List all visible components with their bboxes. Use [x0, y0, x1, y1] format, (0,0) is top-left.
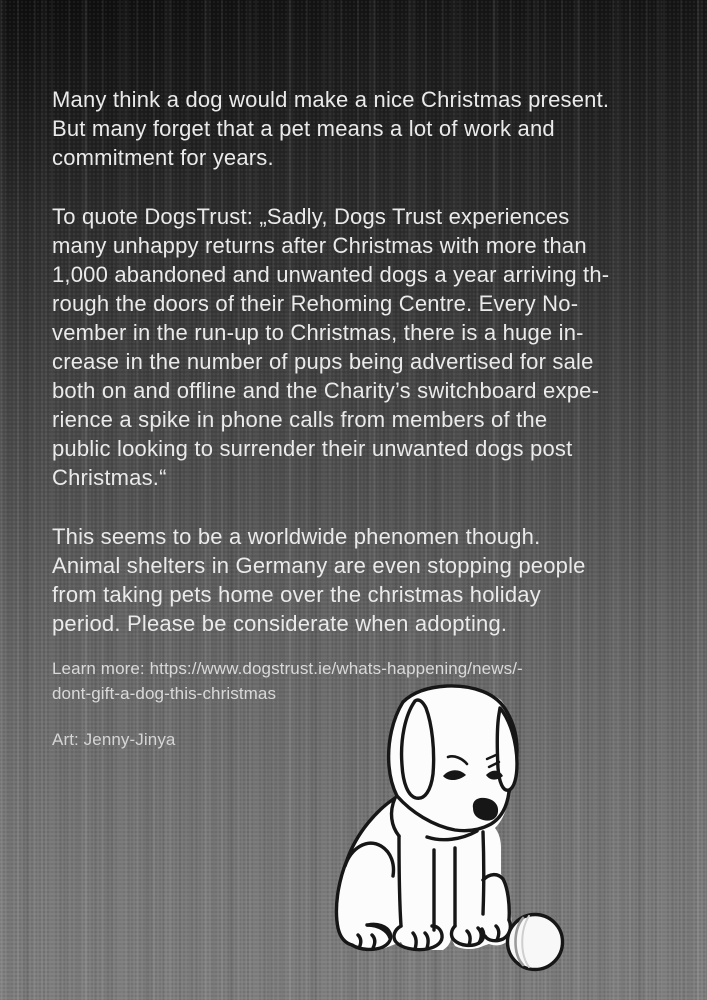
ball-icon [508, 915, 563, 970]
text-line: commitment for years. [52, 145, 274, 170]
text-line: both on and offline and the Charity’s switchboard expe- [52, 378, 600, 403]
text-line: vember in the run-up to Christmas, there is a huge in- [52, 320, 584, 345]
text-line: 1,000 abandoned and unwanted dogs a year arriving th- [52, 262, 610, 287]
learn-more-url-line: dont-gift-a-dog-this-christmas [52, 684, 277, 703]
text-line: public looking to surrender their unwanted dogs post [52, 436, 573, 461]
text-line: Christmas.“ [52, 465, 167, 490]
text-line: rough the doors of their Rehoming Centre. Every No- [52, 291, 579, 316]
text-line: rience a spike in phone calls from members of the [52, 407, 548, 432]
text-line: This seems to be a worldwide phenomen though. [52, 524, 541, 549]
sad-puppy-icon [336, 686, 517, 951]
paragraph-intro [52, 85, 682, 172]
text-line: To quote DogsTrust: „Sadly, Dogs Trust experiences [52, 204, 570, 229]
text-line: many unhappy returns after Christmas with more than [52, 233, 587, 258]
puppy-and-ball-illustration [315, 680, 575, 976]
paragraph-outro [52, 522, 682, 638]
text-line: crease in the number of pups being advertised for sale [52, 349, 594, 374]
paragraph-quote [52, 202, 682, 492]
text-line: period. Please be considerate when adopting. [52, 611, 508, 636]
artist-credit: Art: Jenny-Jinya [52, 730, 176, 749]
text-line: Many think a dog would make a nice Christmas present. [52, 87, 610, 112]
text-line: But many forget that a pet means a lot of work and [52, 116, 555, 141]
text-line: Animal shelters in Germany are even stopping people [52, 553, 586, 578]
learn-more-url-line: Learn more: https://www.dogstrust.ie/whats-happening/news/- [52, 659, 523, 678]
text-line: from taking pets home over the christmas holiday [52, 582, 541, 607]
text-content [52, 85, 682, 752]
